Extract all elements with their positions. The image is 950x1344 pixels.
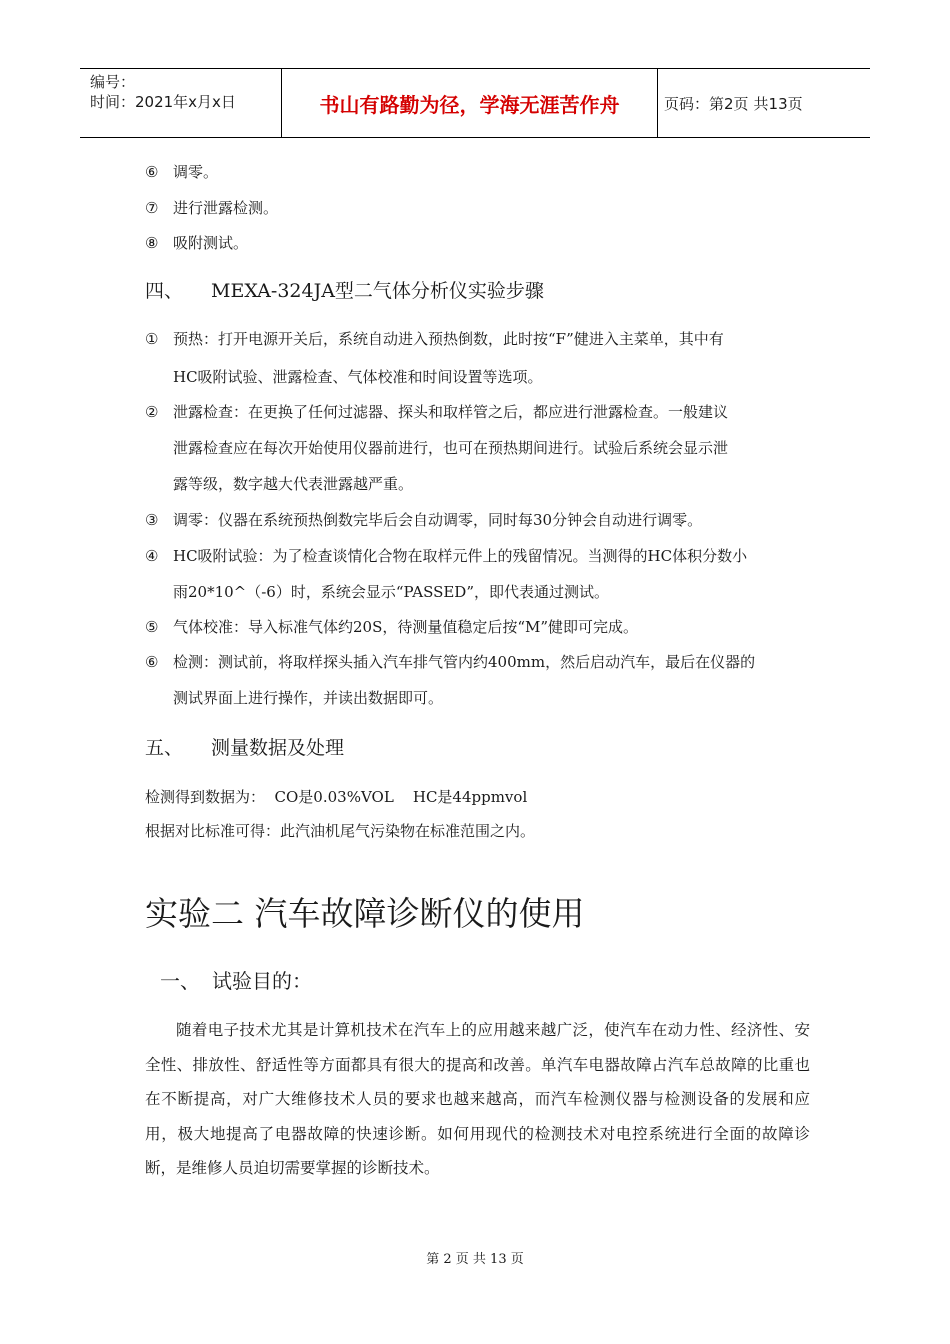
page-label: 页码：第2页 [664,94,749,113]
step-item [145,545,747,566]
step-number: ⑤ [145,618,159,636]
purpose-paragraph [145,1013,810,1186]
step-text: 调零：仪器在系统预热倒数完毕后会自动调零，同时每30分钟会自动进行调零。 [173,511,703,529]
measurement-data: 检测得到数据为： CO是0.03%VOL HC是44ppmvol [145,788,528,806]
step-item [145,161,218,182]
step-continuation: 雨20*10^（-6）时，系统会显示“PASSED”，即代表通过测试。 [173,583,610,601]
step-text: 进行泄露检测。 [173,199,279,217]
number-label: 编号： [90,73,136,91]
step-item [145,328,724,349]
step-item [145,616,638,637]
section-number: 五、 [145,737,184,759]
step-number: ④ [145,547,159,565]
subsection-title: 试验目的： [212,969,312,993]
section-title: MEXA-324JA型二气体分析仪实验步骤 [211,280,544,302]
step-number: ② [145,403,159,421]
step-text: 气体校准：导入标准气体约20S，待测量值稳定后按“M”健即可完成。 [173,618,639,636]
step-number: ① [145,330,159,348]
total-label: 共13页 [753,94,803,113]
step-continuation: 露等级，数字越大代表泄露越严重。 [173,475,414,493]
step-text: 泄露检查：在更换了任何过滤器、探头和取样管之后，都应进行泄露检查。一般建议 [173,403,729,421]
header-motto: 书山有路勤为径，学海无涯苦作舟 [282,69,658,137]
header-page-info [658,69,870,137]
section-title: 测量数据及处理 [211,737,345,759]
paragraph-text: 随着电子技术尤其是计算机技术在汽车上的应用越来越广泛，使汽车在动力性、经济性、安全性、排放性、舒适性等方面都具有很大的提高和改善。单汽车电器故障占汽车总故障的比重也在不断提高，对广大维修技术人员的要求也越来越高，而汽车检测仪器与检测设备的发展和应用，极大地提高了电器故障的快速诊断。如何用现代的检测技术对电控系统进行全面的故障诊断，是维修人员迫切需要掌握的诊断技术。 [145,1021,810,1177]
time-label: 时间：2021年x月x日 [90,93,236,111]
page-footer: 第 2 页 共 13 页 [426,1252,524,1267]
step-number: ⑥ [145,163,159,181]
subsection-number: 一、 [160,969,200,993]
step-item [145,401,728,422]
page-header [80,68,870,138]
step-continuation: 测试界面上进行操作，并读出数据即可。 [173,689,444,707]
step-text: 吸附测试。 [173,234,249,252]
step-number: ⑧ [145,234,159,252]
step-item [145,651,755,672]
experiment-title: 实验二 汽车故障诊断仪的使用 [145,894,585,933]
step-text: HC吸附试验：为了检查谈情化合物在取样元件上的残留情况。当测得的HC体积分数小 [173,547,748,565]
section-heading-4 [145,276,544,303]
step-continuation: 泄露检查应在每次开始使用仪器前进行，也可在预热期间进行。试验后系统会显示泄 [173,439,729,457]
subsection-heading [160,965,312,994]
section-number: 四、 [145,280,184,302]
measurement-conclusion: 根据对比标准可得：此汽油机尾气污染物在标准范围之内。 [145,822,536,840]
step-item [145,197,278,218]
step-number: ⑥ [145,653,159,671]
step-continuation: HC吸附试验、泄露检查、气体校准和时间设置等选项。 [173,368,543,386]
section-heading-5 [145,733,344,760]
step-number: ⑦ [145,199,159,217]
step-item [145,232,248,253]
step-number: ③ [145,511,159,529]
step-text: 调零。 [173,163,219,181]
step-text: 预热：打开电源开关后，系统自动进入预热倒数，此时按“F”健进入主菜单，其中有 [173,330,724,348]
step-text: 检测：测试前，将取样探头插入汽车排气管内约400mm，然后启动汽车，最后在仪器的 [173,653,756,671]
header-meta [80,69,282,137]
step-item [145,509,702,530]
